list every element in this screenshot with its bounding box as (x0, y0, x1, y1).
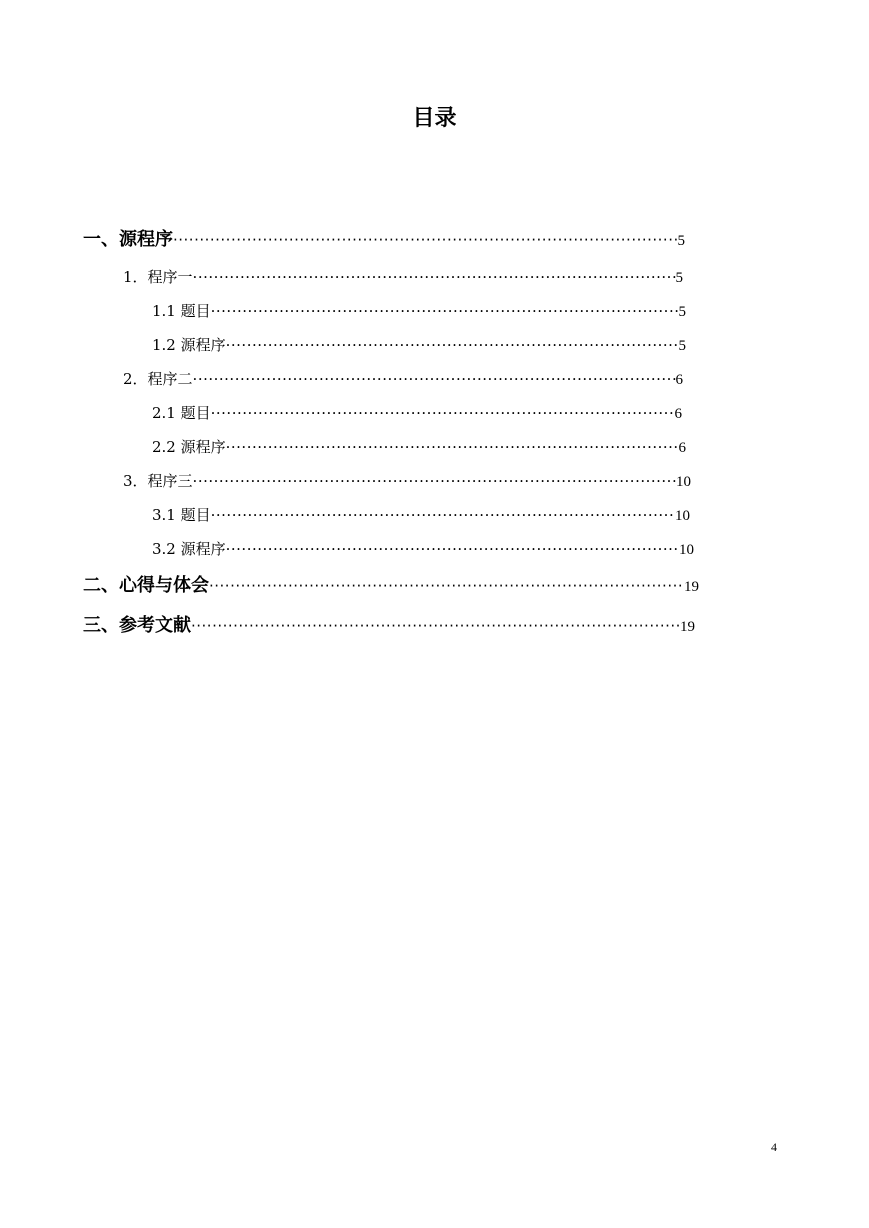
page-title: 目录 (412, 106, 457, 131)
toc-entry[interactable] (83, 614, 695, 639)
toc-entry-page: 5 (675, 270, 683, 286)
toc-entry-page: 10 (676, 474, 691, 490)
toc-entry[interactable] (152, 436, 686, 459)
toc-entry[interactable] (123, 470, 691, 493)
toc-entry-page: 10 (675, 508, 690, 524)
toc-entry-title: 3．程序三 (123, 472, 193, 490)
toc-entry-title: 2.1 题目 (152, 404, 211, 422)
toc-leader-dots (211, 504, 675, 526)
toc-leader-dots (209, 574, 684, 598)
toc-leader-dots (193, 470, 676, 492)
toc-entry-page: 5 (678, 338, 686, 354)
toc-leader-dots (193, 368, 676, 390)
toc-leader-dots (226, 334, 679, 356)
toc-leader-dots (226, 436, 679, 458)
toc-entry[interactable] (152, 504, 690, 527)
toc-entry[interactable] (152, 402, 682, 425)
page-number: 4 (771, 1140, 777, 1154)
toc-entry-title: 三、参考文献 (83, 615, 191, 636)
toc-leader-dots (211, 300, 679, 322)
toc-entry-page: 19 (684, 579, 699, 595)
toc-entry-page: 10 (679, 542, 694, 558)
toc-entry-title: 1．程序一 (123, 268, 193, 286)
toc-entry-title: 一、源程序 (83, 229, 173, 250)
toc-leader-dots (193, 266, 676, 288)
toc-entry-title: 1.2 源程序 (152, 336, 226, 354)
toc-entry-page: 5 (678, 304, 686, 320)
toc-entry-title: 1.1 题目 (152, 302, 211, 320)
toc-entry[interactable] (152, 538, 694, 561)
toc-entry[interactable] (152, 300, 686, 323)
toc-entry[interactable] (83, 574, 699, 599)
toc-leader-dots (211, 402, 675, 424)
toc-leader-dots (191, 614, 680, 638)
toc-leader-dots (226, 538, 679, 560)
toc-entry-page: 19 (680, 619, 695, 635)
toc-entry-page: 6 (678, 440, 686, 456)
toc-entry[interactable] (83, 228, 685, 253)
toc-entry-page: 5 (677, 233, 685, 249)
toc-entry[interactable] (152, 334, 686, 357)
toc-entry-page: 6 (674, 406, 682, 422)
toc-entry-title: 二、心得与体会 (83, 575, 209, 596)
toc-entry-title: 2.2 源程序 (152, 438, 226, 456)
toc-entry-title: 3.2 源程序 (152, 540, 226, 558)
toc-entry[interactable] (123, 266, 683, 289)
toc-entry-page: 6 (675, 372, 683, 388)
toc-entry-title: 2．程序二 (123, 370, 193, 388)
toc-entry[interactable] (123, 368, 683, 391)
toc-entry-title: 3.1 题目 (152, 506, 211, 524)
toc-leader-dots (173, 228, 678, 252)
